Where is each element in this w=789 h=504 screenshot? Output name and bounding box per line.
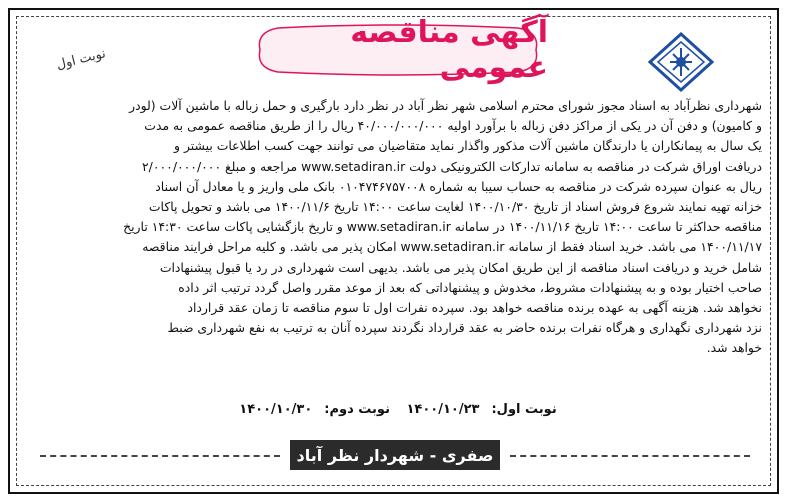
- second-date-value: ۱۴۰۰/۱۰/۳۰: [239, 402, 313, 417]
- body-line: خزانه تهیه نمایند شروع فروش اسناد از تاریخ ۱۴۰۰/۱۰/۳۰ لغایت ساعت ۱۴:۰۰ تاریخ ۱۴۰۰/۱۱/۶ می باشد و تحویل پاکات: [148, 199, 762, 215]
- second-date-label: نوبت دوم:: [324, 402, 390, 417]
- body-line: یک سال به پیمانکاران یا دارندگان ماشین آلات مذکور واگذار نماید متقاضیان می توانند جهت کسب اطلاعات بیشتر و: [174, 138, 762, 154]
- first-date-label: نوبت اول:: [491, 402, 557, 417]
- body-line: مناقصه حداکثر تا ساعت ۱۴:۰۰ تاریخ ۱۴۰۰/۱۱/۱۶ در سامانه www.setadiran.ir و تاریخ بازگشایی پاکات ساعت ۱۴:۳۰ تاریخ: [123, 219, 762, 235]
- signature-band: [290, 440, 500, 470]
- municipality-logo: [646, 32, 716, 92]
- body-line: شهرداری نظرآباد به اسناد مجوز شورای محترم اسلامی شهر نظر آباد در نظر دارد بارگیری و حمل زباله با ماشین آلات (لودر: [129, 98, 762, 113]
- body-line: نزد شهرداری نگهداری و هرگاه نفرات برنده حاضر به عقد قرارداد نگردند سپرده آنان به ترتیب به نفع شهرداری ضبط: [167, 320, 762, 336]
- body-line: صاحب اختیار بوده و به پیشنهادات مشروط، مخدوش و پیشنهاداتی که بعد از موعد مقرر واصل گردد ترتیب اثر داده: [178, 279, 762, 295]
- body-line: دریافت اوراق شرکت در مناقصه به سامانه تدارکات الکترونیکی دولت www.setadiran.ir مراجعه و مبلغ ۲/۰۰۰/۰۰۰/۰۰۰: [142, 158, 762, 174]
- body-line: شامل خرید و دریافت اسناد مناقصه از این طریق امکان پذیر می باشد. بدیهی است شهرداری در رد یا قبول پیشنهادات: [159, 259, 762, 275]
- publication-dates: [228, 402, 568, 417]
- body-line: نخواهد شد. هزینه آگهی به عهده برنده مناقصه خواهد بود. سپرده نفرات اول تا سوم مناقصه تا زمان عقد قرارداد: [187, 300, 762, 316]
- notice-title: آگهی مناقصه عمومی: [350, 15, 548, 85]
- first-date-value: ۱۴۰۰/۱۰/۲۳: [406, 402, 480, 417]
- footer-divider-right: [510, 455, 750, 457]
- body-line: ریال به عنوان سپرده شرکت در مناقصه به حساب سیبا به شماره ۰۱۰۴۷۴۶۷۵۷۰۰۸ بانک ملی واریز و یا معادل آن اسناد: [155, 178, 762, 194]
- logo-icon: [646, 32, 716, 92]
- body-line: خواهد شد.: [706, 340, 762, 356]
- title-banner: [248, 15, 548, 85]
- notice-body: [28, 96, 762, 359]
- body-line: ۱۴۰۰/۱۱/۱۷ می باشد. خرید اسناد فقط از سامانه www.setadiran.ir امکان پذیر می باشد. و کلیه مراحل فرایند مناقصه: [142, 239, 762, 255]
- mayor-signature: صفری - شهردار نظر آباد: [296, 445, 494, 465]
- publication-stamp: نوبت اول: [54, 46, 108, 73]
- body-line: و کامیون) و دفن آن در یکی از مراکز دفن زباله با برآورد اولیه ۴۰/۰۰۰/۰۰۰/۰۰۰ ریال را از طریق مناقصه عمومی به مدت: [144, 118, 762, 134]
- footer-divider-left: [40, 455, 280, 457]
